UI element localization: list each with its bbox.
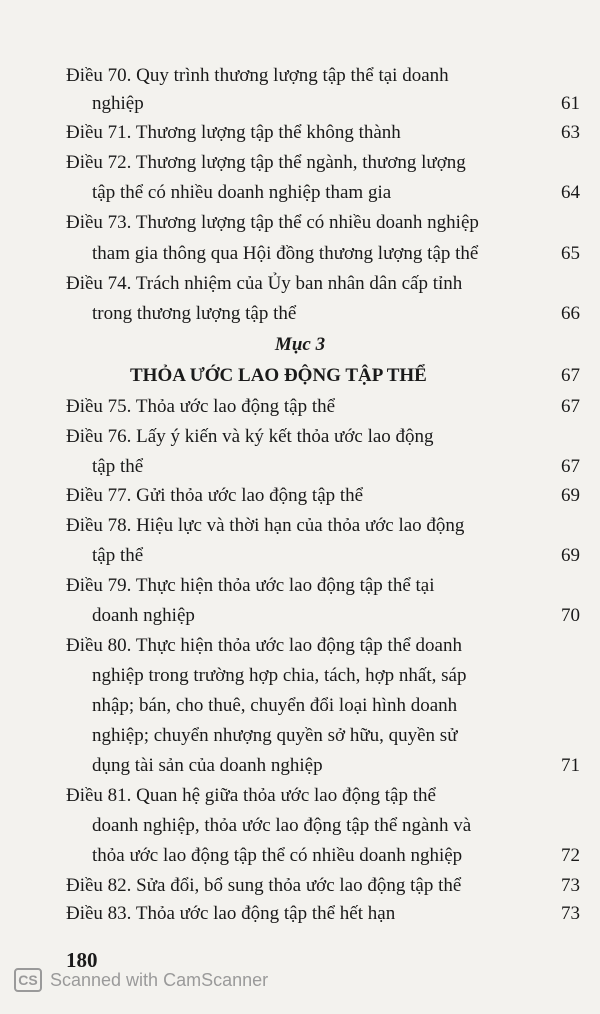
toc-entry-72-line1: Điều 72. Thương lượng tập thể ngành, thương lượng <box>66 152 466 173</box>
toc-entry-80-line2: nghiệp trong trường hợp chia, tách, hợp nhất, sáp <box>92 665 467 686</box>
toc-entry-76-line2: tập thể <box>92 456 144 477</box>
toc-entry-80-line5: dụng tài sản của doanh nghiệp <box>92 755 323 776</box>
toc-entry-81-page: 72 <box>561 845 580 866</box>
toc-entry-80-line1: Điều 80. Thực hiện thỏa ước lao động tập thể doanh <box>66 635 462 656</box>
toc-entry-76-page: 67 <box>561 456 580 477</box>
toc-entry-79-line2: doanh nghiệp <box>92 605 195 626</box>
toc-entry-73-line1: Điều 73. Thương lượng tập thể có nhiều doanh nghiệp <box>66 212 479 233</box>
toc-entry-78-line1: Điều 78. Hiệu lực và thời hạn của thỏa ước lao động <box>66 515 465 536</box>
toc-entry-71-page: 63 <box>561 122 580 143</box>
toc-entry-80-line4: nghiệp; chuyển nhượng quyền sở hữu, quyền sử <box>92 725 458 746</box>
toc-entry-77-line1: Điều 77. Gửi thỏa ước lao động tập thể <box>66 485 364 506</box>
toc-entry-75-page: 67 <box>561 396 580 417</box>
toc-entry-74-line1: Điều 74. Trách nhiệm của Ủy ban nhân dân cấp tỉnh <box>66 273 463 294</box>
camscanner-logo-icon: CS <box>14 968 42 992</box>
toc-entry-73-page: 65 <box>561 243 580 264</box>
toc-entry-70-page: 61 <box>561 93 580 114</box>
toc-entry-70-line2: nghiệp <box>92 93 144 114</box>
section-label: Mục 3 <box>274 334 326 355</box>
toc-entry-81-line2: doanh nghiệp, thỏa ước lao động tập thể ngành và <box>92 815 472 836</box>
toc-entry-82-line1: Điều 82. Sửa đổi, bổ sung thỏa ước lao động tập thể <box>66 875 462 896</box>
toc-entry-79-page: 70 <box>561 605 580 626</box>
toc-entry-71-line1: Điều 71. Thương lượng tập thể không thành <box>66 122 401 143</box>
toc-entry-83-line1: Điều 83. Thỏa ước lao động tập thể hết hạn <box>66 903 396 924</box>
watermark-text: Scanned with CamScanner <box>50 969 269 990</box>
toc-entry-73-line2: tham gia thông qua Hội đồng thương lượng tập thể <box>92 243 479 264</box>
toc-entry-76-line1: Điều 76. Lấy ý kiến và ký kết thỏa ước lao động <box>66 426 434 447</box>
toc-entry-81-line1: Điều 81. Quan hệ giữa thỏa ước lao động tập thể <box>66 785 436 806</box>
section-title: THỎA ƯỚC LAO ĐỘNG TẬP THỂ <box>130 365 427 386</box>
toc-entry-72-line2: tập thể có nhiều doanh nghiệp tham gia <box>92 182 392 203</box>
toc-entry-74-line2: trong thương lượng tập thể <box>92 303 297 324</box>
toc-entry-74-page: 66 <box>561 303 580 324</box>
toc-entry-82-page: 73 <box>561 875 580 896</box>
toc-entry-79-line1: Điều 79. Thực hiện thỏa ước lao động tập thể tại <box>66 575 435 596</box>
toc-entry-81-line3: thỏa ước lao động tập thể có nhiều doanh nghiệp <box>92 845 463 866</box>
toc-entry-75-line1: Điều 75. Thỏa ước lao động tập thể <box>66 396 336 417</box>
toc-entry-83-page: 73 <box>561 903 580 924</box>
toc-entry-80-page: 71 <box>561 755 580 776</box>
camscanner-watermark <box>14 967 268 993</box>
toc-entry-77-page: 69 <box>561 485 580 506</box>
toc-entry-70-line1: Điều 70. Quy trình thương lượng tập thể tại doanh <box>66 65 449 86</box>
page-number: 180 <box>66 948 98 972</box>
toc-entry-80-line3: nhập; bán, cho thuê, chuyển đổi loại hình doanh <box>92 695 458 716</box>
section-page: 67 <box>561 365 580 386</box>
toc-entry-78-page: 69 <box>561 545 580 566</box>
toc-entry-72-page: 64 <box>561 182 580 203</box>
toc-entry-78-line2: tập thể <box>92 545 144 566</box>
